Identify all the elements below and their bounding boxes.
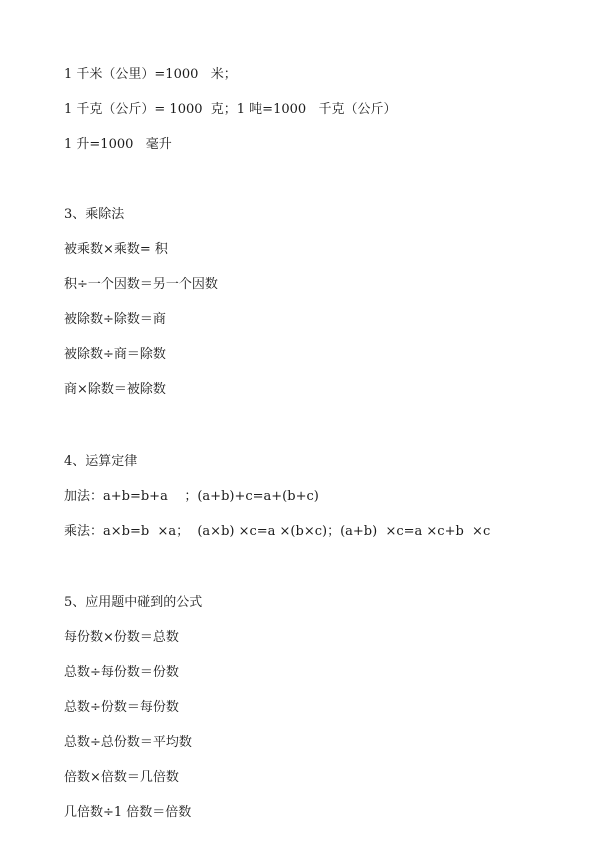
formula-multiple: 倍数×倍数＝几倍数 — [64, 770, 179, 785]
formula-times: 几倍数÷1 倍数＝倍数 — [64, 805, 192, 820]
formula-quotient: 被除数÷除数＝商 — [64, 312, 166, 327]
law-addition: 加法：a+b=b+a ；(a+b)+c=a+(b+c) — [64, 489, 319, 504]
formula-parts: 总数÷每份数＝份数 — [64, 665, 179, 680]
formula-total: 每份数×份数＝总数 — [64, 630, 179, 645]
law-multiplication: 乘法：a×b=b ×a； (a×b) ×c=a ×(b×c)；(a+b) ×c=a ×c+b ×c — [64, 524, 491, 539]
formula-average: 总数÷总份数＝平均数 — [64, 735, 192, 750]
section-heading-laws: 4、运算定律 — [64, 454, 138, 469]
formula-divisor: 被除数÷商＝除数 — [64, 347, 166, 362]
unit-kg-ton-line: 1 千克（公斤）= 1000 克；1 吨=1000 千克（公斤） — [64, 102, 397, 117]
section-heading-multiply-divide: 3、乘除法 — [64, 207, 125, 222]
formula-product: 被乘数×乘数= 积 — [64, 242, 168, 257]
formula-dividend: 商×除数＝被除数 — [64, 382, 166, 397]
unit-km-line: 1 千米（公里）=1000 米； — [64, 67, 237, 82]
unit-liter-line: 1 升=1000 毫升 — [64, 137, 172, 152]
section-heading-applied-formulas: 5、应用题中碰到的公式 — [64, 595, 203, 610]
formula-factor: 积÷一个因数＝另一个因数 — [64, 277, 218, 292]
formula-per-part: 总数÷份数＝每份数 — [64, 700, 179, 715]
